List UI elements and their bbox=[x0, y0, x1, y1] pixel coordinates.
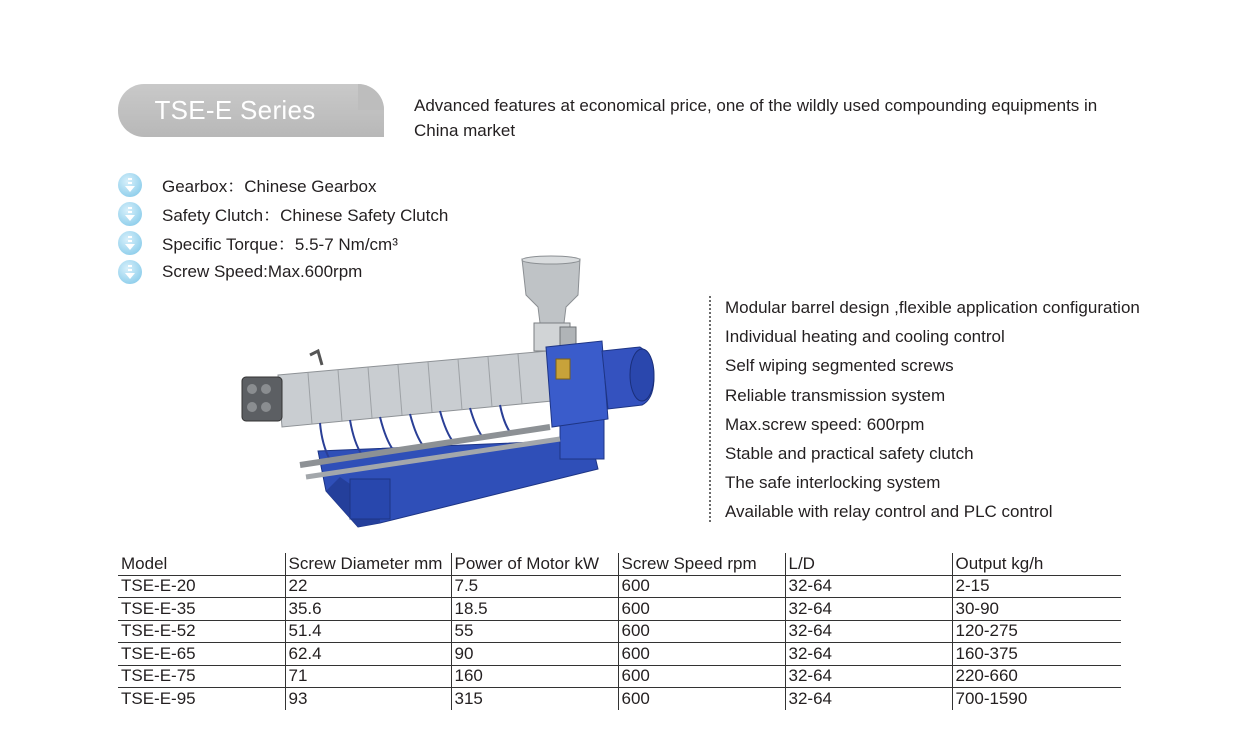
table-row bbox=[118, 665, 1121, 688]
benefit-item: Modular barrel design ,flexible application configuration bbox=[725, 298, 1140, 317]
benefit-item: The safe interlocking system bbox=[725, 473, 941, 493]
benefit-item: Individual heating and cooling control bbox=[725, 327, 1005, 347]
table-cell: 600 bbox=[618, 688, 785, 710]
series-intro: Advanced features at economical price, one of the wildly used compounding equipments in China market bbox=[414, 96, 1098, 140]
feature-item bbox=[118, 199, 448, 228]
table-cell: 18.5 bbox=[451, 598, 618, 621]
table-cell: 120-275 bbox=[952, 620, 1121, 643]
table-cell: 220-660 bbox=[952, 665, 1121, 688]
table-cell: 600 bbox=[618, 620, 785, 643]
table-cell: 71 bbox=[285, 665, 451, 688]
benefit-item: Stable and practical safety clutch bbox=[725, 443, 974, 463]
benefit-item: Reliable transmission system bbox=[725, 385, 946, 405]
benefit-item: Self wiping segmented screws bbox=[725, 356, 954, 376]
table-row bbox=[118, 598, 1121, 621]
feature-text: Gearbox：Chinese Gearbox bbox=[162, 177, 377, 196]
arrow-down-bullet-icon bbox=[118, 202, 142, 226]
table-cell: 90 bbox=[451, 643, 618, 666]
table-cell: 93 bbox=[285, 688, 451, 710]
table-cell: TSE-E-65 bbox=[118, 643, 285, 666]
feature-text: Safety Clutch：Chinese Safety Clutch bbox=[162, 206, 449, 225]
column-header-screw-speed: Screw Speed rpm bbox=[618, 553, 785, 575]
feature-text: Specific Torque：5.5-7 Nm/cm³ bbox=[162, 235, 398, 254]
table-cell: 51.4 bbox=[285, 620, 451, 643]
series-title-tab bbox=[118, 84, 384, 137]
table-cell: 32-64 bbox=[785, 620, 952, 643]
table-cell: 315 bbox=[451, 688, 618, 710]
twin-screw-extruder-image bbox=[230, 255, 660, 535]
table-cell: 32-64 bbox=[785, 598, 952, 621]
table-cell: 160-375 bbox=[952, 643, 1121, 666]
table-cell: 55 bbox=[451, 620, 618, 643]
feature-text: Screw Speed:Max.600rpm bbox=[162, 261, 363, 281]
series-title: TSE-E Series bbox=[154, 95, 316, 125]
table-cell: 32-64 bbox=[785, 643, 952, 666]
table-cell: TSE-E-20 bbox=[118, 575, 285, 598]
benefit-item: Available with relay control and PLC control bbox=[725, 502, 1053, 522]
table-row bbox=[118, 688, 1121, 710]
table-row bbox=[118, 620, 1121, 643]
column-header-output: Output kg/h bbox=[952, 553, 1121, 575]
table-cell: 700-1590 bbox=[952, 688, 1121, 710]
benefit-item: Max.screw speed: 600rpm bbox=[725, 414, 925, 434]
table-cell: TSE-E-35 bbox=[118, 598, 285, 621]
arrow-down-bullet-icon bbox=[118, 231, 142, 255]
table-cell: TSE-E-52 bbox=[118, 620, 285, 643]
table-cell: 2-15 bbox=[952, 575, 1121, 598]
table-cell: 35.6 bbox=[285, 598, 451, 621]
table-cell: 600 bbox=[618, 643, 785, 666]
table-cell: 62.4 bbox=[285, 643, 451, 666]
table-cell: 600 bbox=[618, 575, 785, 598]
benefit-list bbox=[709, 296, 1140, 522]
spec-table bbox=[118, 553, 1121, 710]
arrow-down-bullet-icon bbox=[118, 260, 142, 284]
table-cell: TSE-E-95 bbox=[121, 688, 196, 708]
column-header-screw-diameter: Screw Diameter mm bbox=[285, 553, 451, 575]
table-cell: 7.5 bbox=[451, 575, 618, 598]
table-header-row bbox=[118, 553, 1121, 575]
column-header-ld: L/D bbox=[785, 553, 952, 575]
table-cell: TSE-E-75 bbox=[118, 665, 285, 688]
table-cell: 30-90 bbox=[952, 598, 1121, 621]
column-header-model: Model bbox=[118, 553, 285, 575]
feature-item bbox=[118, 170, 448, 199]
table-cell: 32-64 bbox=[785, 575, 952, 598]
table-cell: 600 bbox=[618, 665, 785, 688]
table-cell: 32-64 bbox=[785, 665, 952, 688]
table-cell: 600 bbox=[618, 598, 785, 621]
table-cell: 22 bbox=[285, 575, 451, 598]
arrow-down-bullet-icon bbox=[118, 173, 142, 197]
table-cell: 160 bbox=[451, 665, 618, 688]
table-cell: 32-64 bbox=[785, 688, 952, 710]
table-row bbox=[118, 575, 1121, 598]
feature-item bbox=[118, 228, 448, 257]
column-header-motor-power: Power of Motor kW bbox=[451, 553, 618, 575]
table-row bbox=[118, 643, 1121, 666]
